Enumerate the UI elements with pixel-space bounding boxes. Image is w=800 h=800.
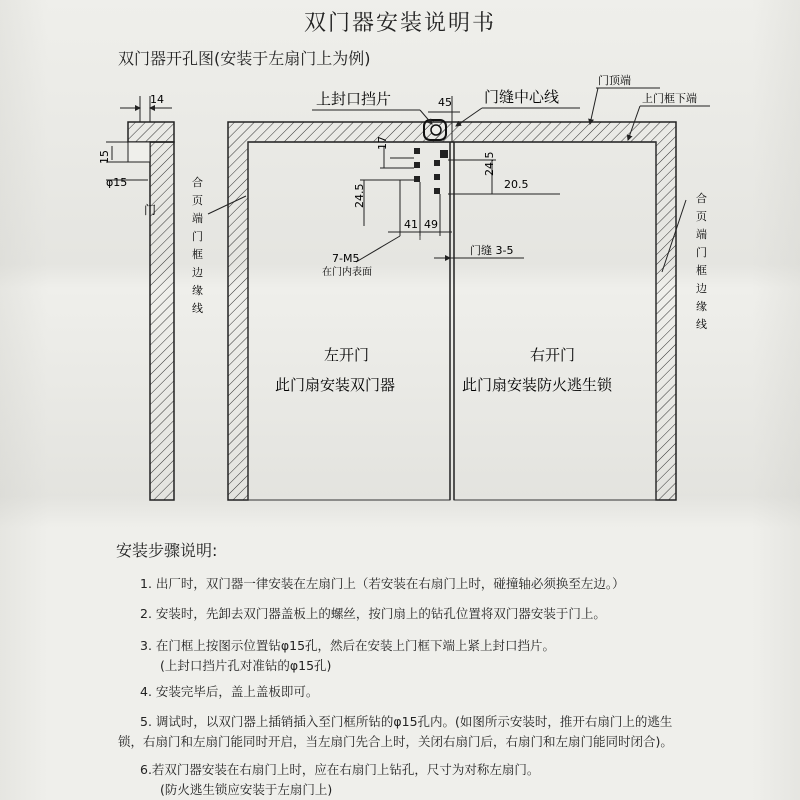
svg-text:缘: 缘 <box>696 300 707 313</box>
dim-24-5-right: 24.5 <box>483 151 496 176</box>
left-edge-label <box>192 175 203 315</box>
right-door-leaf <box>454 142 656 500</box>
step-2: 2. 安装时，先卸去双门器盖板上的螺丝，按门扇上的钻孔位置将双门器安装于门上。 <box>140 606 606 621</box>
step-5: 5. 调试时，以双门器上插销插入至门框所钻的φ15孔内。(如图所示安装时，推开右扇门上的逃生 <box>140 714 673 729</box>
steps-heading: 安装步骤说明: <box>116 541 218 560</box>
svg-text:边: 边 <box>192 266 203 279</box>
dim-41: 41 <box>404 218 418 231</box>
inner-surface-label: 在门内表面 <box>322 267 372 278</box>
main-frame <box>228 120 676 500</box>
svg-text:线: 线 <box>192 302 203 315</box>
dim-24-5-left: 24.5 <box>353 183 366 208</box>
frame-bottom-label: 上门框下端 <box>642 92 697 105</box>
svg-text:页: 页 <box>192 194 203 207</box>
dim-45: 45 <box>438 96 452 109</box>
door-frame-outline <box>228 122 676 500</box>
right-door-desc: 此门扇安装防火逃生锁 <box>462 376 613 394</box>
step-1: 1. 出厂时，双门器一律安装在左扇门上（若安装在右扇门上时，碰撞轴必须换至左边。） <box>140 576 625 591</box>
diagram-subtitle: 双门器开孔图(安装于左扇门上为例) <box>118 49 371 68</box>
side-frame-notch <box>128 142 150 162</box>
svg-text:合: 合 <box>192 176 203 189</box>
left-door-title: 左开门 <box>324 346 370 364</box>
svg-text:线: 线 <box>696 318 707 331</box>
svg-text:框: 框 <box>696 264 707 277</box>
center-line-label: 门缝中心线 <box>484 88 560 106</box>
step-4: 4. 安装完毕后，盖上盖板即可。 <box>140 684 319 699</box>
screw-label: 7-M5 <box>332 252 360 265</box>
svg-text:门: 门 <box>192 230 203 243</box>
svg-text:门: 门 <box>696 246 707 259</box>
right-edge-label <box>696 191 707 331</box>
step-6: 6.若双门器安装在右扇门上时，应在右扇门上钻孔，尺寸为对称左扇门。 <box>140 762 540 777</box>
left-door-desc: 此门扇安装双门器 <box>275 376 396 394</box>
seal-plate-hole <box>431 125 441 135</box>
top-end-label: 门顶端 <box>598 74 631 87</box>
dim-49: 49 <box>424 218 438 231</box>
step-6-note: (防火逃生锁应安装于左扇门上) <box>160 782 333 797</box>
svg-text:合: 合 <box>696 192 707 205</box>
svg-text:框: 框 <box>192 248 203 261</box>
drill-hole-pattern <box>356 146 560 262</box>
side-frame-post <box>150 142 174 500</box>
svg-text:端: 端 <box>192 212 203 225</box>
dim-20-5: 20.5 <box>504 178 529 191</box>
side-frame-section <box>106 96 174 500</box>
svg-text:缘: 缘 <box>192 284 203 297</box>
document-title: 双门器安装说明书 <box>303 11 496 36</box>
gap-label: 门缝 3-5 <box>470 244 514 257</box>
svg-text:端: 端 <box>696 228 707 241</box>
side-frame-top-block <box>128 122 174 142</box>
svg-text:页: 页 <box>696 210 707 223</box>
step-3: 3. 在门框上按图示位置钻φ15孔，然后在安装上门框下端上紧上封口挡片。 <box>140 638 556 653</box>
svg-text:边: 边 <box>696 282 707 295</box>
right-door-title: 右开门 <box>530 346 576 364</box>
dim-phi15: φ15 <box>106 176 128 189</box>
step-3-note: (上封口挡片孔对准钻的φ15孔) <box>160 658 332 673</box>
dim-15: 15 <box>98 150 111 164</box>
step-5-cont: 锁，右扇门和左扇门能同时开启，当左扇门先合上时，关闭右扇门后，右扇门和左扇门能同时闭合)。 <box>118 734 673 749</box>
upper-plate-label: 上封口挡片 <box>316 90 392 108</box>
dim-14: 14 <box>150 93 164 106</box>
door-mark: 门 <box>144 203 157 217</box>
dim-17: 17 <box>376 136 389 150</box>
